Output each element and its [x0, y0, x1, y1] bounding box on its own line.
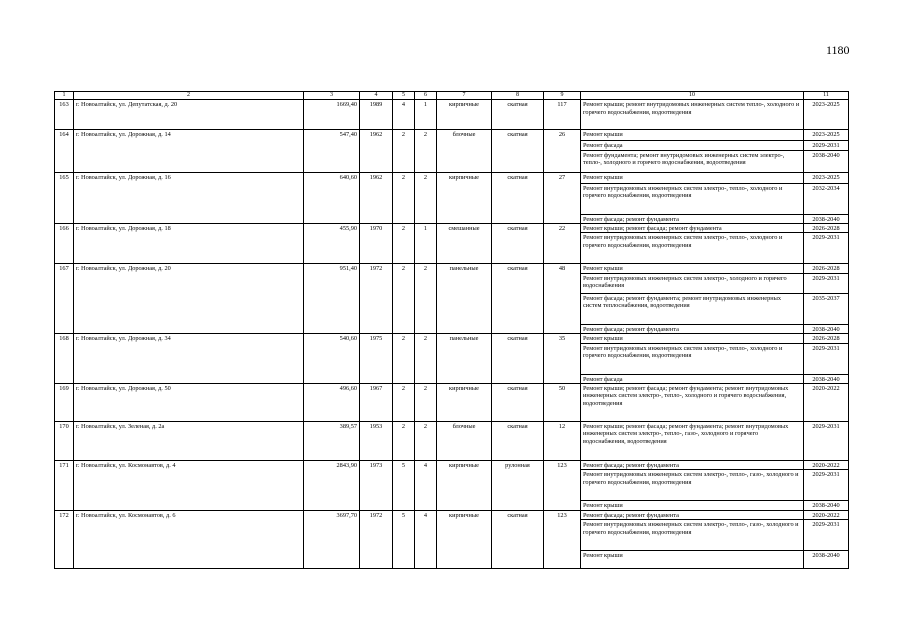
- work-type-cell: Ремонт крыши; ремонт фасада; ремонт фундамента; ремонт внутридомовых инженерных систем электро-, тепло-, холодного и горячего водоснабжения, водоотведения: [581, 384, 804, 422]
- row-number: 165: [55, 172, 74, 223]
- wall-material-cell: кирпичные: [437, 461, 492, 511]
- table-row: [55, 510, 849, 519]
- floors-cell: 2: [393, 384, 415, 422]
- period-cell: 2023-2025: [804, 130, 849, 141]
- year-built-cell: 1972: [360, 510, 393, 568]
- work-type-cell: Ремонт крыши: [581, 264, 804, 273]
- address-cell: г. Новоалтайск, ул. Дорожная, д. 16: [74, 172, 304, 223]
- period-cell: 2026-2028: [804, 334, 849, 343]
- wall-material-cell: кирпичные: [437, 384, 492, 422]
- roof-type-cell: рулонная: [492, 461, 544, 511]
- work-type-cell: Ремонт крыши: [581, 172, 804, 183]
- work-type-cell: Ремонт внутридомовых инженерных систем электро-, тепло-, холодного и горячего водоснабжения, водоотведения: [581, 183, 804, 214]
- work-type-cell: Ремонт крыши: [581, 130, 804, 141]
- floors-cell: 2: [393, 172, 415, 223]
- apartments-cell: 35: [544, 334, 581, 384]
- table-row: [55, 223, 849, 232]
- column-header: 10: [581, 92, 804, 100]
- table-row: [55, 130, 849, 141]
- row-number: 169: [55, 384, 74, 422]
- area-cell: 3697,70: [304, 510, 360, 568]
- entrances-cell: 2: [415, 130, 437, 172]
- year-built-cell: 1970: [360, 223, 393, 263]
- address-cell: г. Новоалтайск, ул. Зеленая, д. 2а: [74, 422, 304, 461]
- column-header: 11: [804, 92, 849, 100]
- roof-type-cell: скатная: [492, 264, 544, 334]
- row-number: 164: [55, 130, 74, 172]
- roof-type-cell: скатная: [492, 422, 544, 461]
- area-cell: 389,57: [304, 422, 360, 461]
- wall-material-cell: кирпичные: [437, 172, 492, 223]
- work-type-cell: Ремонт фасада; ремонт фундамента: [581, 324, 804, 333]
- period-cell: 2026-2028: [804, 223, 849, 232]
- year-built-cell: 1973: [360, 461, 393, 511]
- entrances-cell: 2: [415, 334, 437, 384]
- work-type-cell: Ремонт внутридомовых инженерных систем электро-, тепло-, газо-, холодного и горячего водоснабжения, водоотведения: [581, 520, 804, 551]
- work-type-cell: Ремонт крыши: [581, 551, 804, 569]
- year-built-cell: 1989: [360, 100, 393, 130]
- table-row: [55, 172, 849, 183]
- apartments-cell: 123: [544, 510, 581, 568]
- period-cell: 2029-2031: [804, 233, 849, 264]
- wall-material-cell: панельные: [437, 334, 492, 384]
- column-header: 3: [304, 92, 360, 100]
- address-cell: г. Новоалтайск, ул. Дорожная, д. 20: [74, 264, 304, 334]
- year-built-cell: 1962: [360, 172, 393, 223]
- row-number: 170: [55, 422, 74, 461]
- address-cell: г. Новоалтайск, ул. Дорожная, д. 18: [74, 223, 304, 263]
- work-type-cell: Ремонт крыши; ремонт внутридомовых инженерных систем тепло-, холодного и горячего водоснабжения, водоотведения: [581, 100, 804, 130]
- roof-type-cell: скатная: [492, 172, 544, 223]
- period-cell: 2029-2031: [804, 422, 849, 461]
- floors-cell: 2: [393, 264, 415, 334]
- column-header: 4: [360, 92, 393, 100]
- table-row: [55, 461, 849, 470]
- work-type-cell: Ремонт крыши: [581, 501, 804, 510]
- period-cell: 2020-2022: [804, 461, 849, 470]
- apartments-cell: 27: [544, 172, 581, 223]
- work-type-cell: Ремонт фасада: [581, 374, 804, 383]
- period-cell: 2020-2022: [804, 384, 849, 422]
- apartments-cell: 123: [544, 461, 581, 511]
- period-cell: 2038-2040: [804, 551, 849, 569]
- work-type-cell: Ремонт фундамента; ремонт внутридомовых инженерных систем электро-, тепло-, холодного и горячего водоснабжения, водоотведения: [581, 150, 804, 172]
- period-cell: 2029-2031: [804, 141, 849, 150]
- row-number: 168: [55, 334, 74, 384]
- period-cell: 2023-2025: [804, 172, 849, 183]
- area-cell: 1669,40: [304, 100, 360, 130]
- entrances-cell: 2: [415, 384, 437, 422]
- table-row: [55, 100, 849, 130]
- floors-cell: 4: [393, 100, 415, 130]
- floors-cell: 5: [393, 510, 415, 568]
- year-built-cell: 1975: [360, 334, 393, 384]
- entrances-cell: 2: [415, 422, 437, 461]
- period-cell: 2020-2022: [804, 510, 849, 519]
- address-cell: г. Новоалтайск, ул. Дорожная, д. 14: [74, 130, 304, 172]
- table-row: [55, 384, 849, 422]
- address-cell: г. Новоалтайск, ул. Космонавтов, д. 4: [74, 461, 304, 511]
- work-type-cell: Ремонт крыши; ремонт фасада; ремонт фундамента: [581, 223, 804, 232]
- column-header: 7: [437, 92, 492, 100]
- work-type-cell: Ремонт фасада: [581, 141, 804, 150]
- area-cell: 455,90: [304, 223, 360, 263]
- wall-material-cell: кирпичные: [437, 510, 492, 568]
- period-cell: 2035-2037: [804, 293, 849, 324]
- entrances-cell: 2: [415, 264, 437, 334]
- period-cell: 2032-2034: [804, 183, 849, 214]
- roof-type-cell: скатная: [492, 384, 544, 422]
- column-header: 2: [74, 92, 304, 100]
- period-cell: 2026-2028: [804, 264, 849, 273]
- column-header: 1: [55, 92, 74, 100]
- row-number: 167: [55, 264, 74, 334]
- roof-type-cell: скатная: [492, 510, 544, 568]
- work-type-cell: Ремонт крыши: [581, 334, 804, 343]
- year-built-cell: 1967: [360, 384, 393, 422]
- table-row: [55, 264, 849, 273]
- area-cell: 496,60: [304, 384, 360, 422]
- wall-material-cell: блочные: [437, 130, 492, 172]
- address-cell: г. Новоалтайск, ул. Космонавтов, д. 6: [74, 510, 304, 568]
- entrances-cell: 4: [415, 510, 437, 568]
- repair-schedule-table: [54, 91, 849, 569]
- entrances-cell: 4: [415, 461, 437, 511]
- work-type-cell: Ремонт фасада; ремонт фундамента: [581, 461, 804, 470]
- period-cell: 2029-2031: [804, 520, 849, 551]
- entrances-cell: 1: [415, 100, 437, 130]
- area-cell: 547,40: [304, 130, 360, 172]
- row-number: 171: [55, 461, 74, 511]
- address-cell: г. Новоалтайск, ул. Депутатская, д. 20: [74, 100, 304, 130]
- period-cell: 2038-2040: [804, 501, 849, 510]
- period-cell: 2038-2040: [804, 150, 849, 172]
- wall-material-cell: смешанные: [437, 223, 492, 263]
- apartments-cell: 12: [544, 422, 581, 461]
- period-cell: 2029-2031: [804, 273, 849, 293]
- period-cell: 2038-2040: [804, 324, 849, 333]
- entrances-cell: 1: [415, 223, 437, 263]
- floors-cell: 2: [393, 130, 415, 172]
- row-number: 172: [55, 510, 74, 568]
- work-type-cell: Ремонт фасада; ремонт фундамента: [581, 214, 804, 223]
- column-header: 5: [393, 92, 415, 100]
- work-type-cell: Ремонт внутридомовых инженерных систем электро-, тепло-, холодного и горячего водоснабжения, водоотведения: [581, 343, 804, 374]
- work-type-cell: Ремонт внутридомовых инженерных систем электро-, тепло-, холодного и горячего водоснабжения, водоотведения: [581, 233, 804, 264]
- period-cell: 2023-2025: [804, 100, 849, 130]
- table-row: [55, 334, 849, 343]
- floors-cell: 2: [393, 422, 415, 461]
- area-cell: 540,60: [304, 334, 360, 384]
- work-type-cell: Ремонт фасада; ремонт фундамента; ремонт внутридомовых инженерных систем теплоснабжения, водоотведения: [581, 293, 804, 324]
- row-number: 163: [55, 100, 74, 130]
- roof-type-cell: скатная: [492, 100, 544, 130]
- year-built-cell: 1972: [360, 264, 393, 334]
- area-cell: 951,40: [304, 264, 360, 334]
- roof-type-cell: скатная: [492, 223, 544, 263]
- entrances-cell: 2: [415, 172, 437, 223]
- apartments-cell: 50: [544, 384, 581, 422]
- column-header: 6: [415, 92, 437, 100]
- work-type-cell: Ремонт внутридомовых инженерных систем электро-, холодного и горячего водоснабжения: [581, 273, 804, 293]
- work-type-cell: Ремонт фасада; ремонт фундамента: [581, 510, 804, 519]
- period-cell: 2029-2031: [804, 343, 849, 374]
- page-number: 1180: [826, 43, 850, 57]
- column-header: 8: [492, 92, 544, 100]
- period-cell: 2029-2031: [804, 470, 849, 501]
- floors-cell: 5: [393, 461, 415, 511]
- period-cell: 2038-2040: [804, 374, 849, 383]
- row-number: 166: [55, 223, 74, 263]
- work-type-cell: Ремонт внутридомовых инженерных систем электро-, тепло-, газо-, холодного и горячего водоснабжения, водоотведения: [581, 470, 804, 501]
- column-header: 9: [544, 92, 581, 100]
- wall-material-cell: кирпичные: [437, 100, 492, 130]
- table-row: [55, 422, 849, 461]
- apartments-cell: 48: [544, 264, 581, 334]
- roof-type-cell: скатная: [492, 130, 544, 172]
- work-type-cell: Ремонт крыши; ремонт фасада; ремонт фундамента; ремонт внутридомовых инженерных систем электро-, тепло-, газо-, холодного и горячего водоснабжения, водоотведения: [581, 422, 804, 461]
- column-number-row: [55, 92, 849, 100]
- period-cell: 2038-2040: [804, 214, 849, 223]
- area-cell: 2843,90: [304, 461, 360, 511]
- wall-material-cell: блочные: [437, 422, 492, 461]
- year-built-cell: 1962: [360, 130, 393, 172]
- table-body: [55, 92, 849, 569]
- apartments-cell: 117: [544, 100, 581, 130]
- address-cell: г. Новоалтайск, ул. Дорожная, д. 34: [74, 334, 304, 384]
- apartments-cell: 22: [544, 223, 581, 263]
- floors-cell: 2: [393, 334, 415, 384]
- floors-cell: 2: [393, 223, 415, 263]
- roof-type-cell: скатная: [492, 334, 544, 384]
- apartments-cell: 26: [544, 130, 581, 172]
- wall-material-cell: панельные: [437, 264, 492, 334]
- year-built-cell: 1953: [360, 422, 393, 461]
- area-cell: 640,60: [304, 172, 360, 223]
- address-cell: г. Новоалтайск, ул. Дорожная, д. 50: [74, 384, 304, 422]
